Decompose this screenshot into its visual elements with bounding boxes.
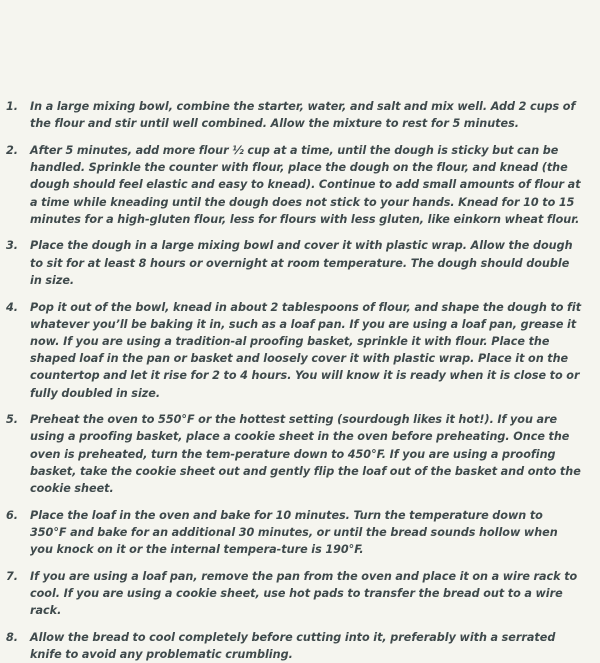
instruction-step-1 [6,98,582,132]
step-number: 8. [6,630,19,644]
step-text: If you are using a loaf pan, remove the pan from the oven and place it on a wire rack to cool. If you are using a cookie sheet, use hot pads to transfer the bread out to a wire rack. [30,569,578,618]
step-text: Place the dough in a large mixing bowl and cover it with plastic wrap. Allow the dough to sit for at least 8 hours or overnight at room temperature. The dough should double in size. [30,239,573,287]
step-text: After 5 minutes, add more flour ½ cup at a time, until the dough is sticky but can be handled. Sprinkle the counter with flour, place the dough on the flour, and knead (the dough should feel elastic and easy to knead). Continue to add small amounts of flour at a time while kneading until the dough does not stick to your hands. Knead for 10 to 15 minutes for a high-gluten flour, less for flours with less gluten, like einkorn wheat flour. [30,143,581,226]
step-text: Pop it out of the bowl, knead in about 2 tablespoons of flour, and shape the dough to fit whatever you’ll be baking it in, such as a loaf pan. If you are using a loaf pan, grease it now. If you are using a tradition-al proofing basket, sprinkle it with flour. Place the shaped loaf in the pan or basket and loosely cover it with plastic wrap. Place it on the countertop and let it rise for 2 to 4 hours. You will know it is ready when it is close to or fully doubled in size. [30,300,582,400]
instruction-step-8 [6,629,582,663]
instruction-step-3 [6,237,582,289]
step-text: Place the loaf in the oven and bake for 10 minutes. Turn the temperature down to 350°F and bake for an additional 30 minutes, or until the bread sounds hollow when you knock on it or the internal tempera-ture is 190°F. [30,508,558,557]
step-text: Preheat the oven to 550°F or the hottest setting (sourdough likes it hot!). If you are using a proofing basket, place a cookie sheet in the oven before preheating. Once the oven is preheated, turn the tem-perature down to 450°F. If you are using a proofing basket, take the cookie sheet out and gently flip the loaf out of the basket and onto the cookie sheet. [30,413,581,496]
instruction-list [6,98,582,663]
step-number: 2. [6,143,19,157]
step-number: 7. [6,569,19,583]
step-number: 1. [6,100,19,113]
instruction-step-2 [6,142,582,228]
instruction-step-7 [6,568,582,620]
instruction-step-5 [6,411,582,497]
step-number: 4. [6,300,19,314]
step-number: 5. [6,413,19,427]
instruction-step-6 [6,507,582,559]
instruction-step-4 [6,299,582,402]
step-text: Allow the bread to cool completely before cutting into it, preferably with a serrated knife to avoid any problematic crumbling. [30,630,556,662]
step-number: 3. [6,239,19,253]
step-text: In a large mixing bowl, combine the starter, water, and salt and mix well. Add 2 cups of the flour and stir until well combined. Allow the mixture to rest for 5 minutes. [30,100,576,131]
step-number: 6. [6,508,19,522]
